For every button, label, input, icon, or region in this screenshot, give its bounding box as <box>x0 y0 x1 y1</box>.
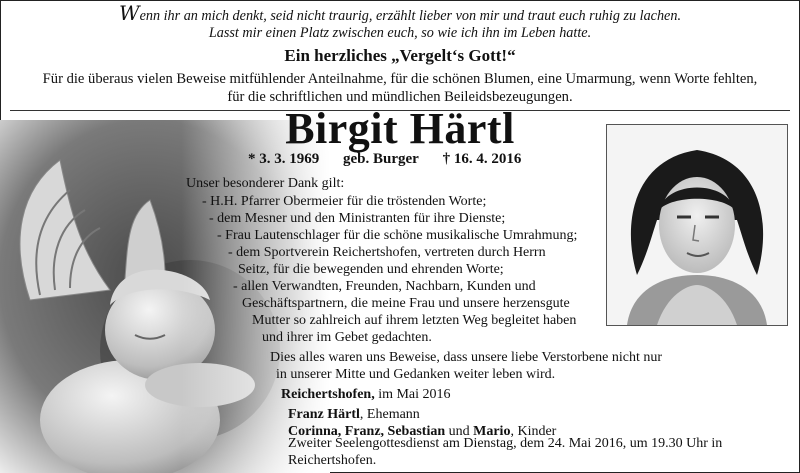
life-dates <box>248 151 541 168</box>
service-line-2: Reichertshofen. <box>288 453 377 468</box>
memorial-quote-line-2: Lasst mir einen Platz zwischen euch, so wie ich ihn im Leben hatte. <box>208 25 592 41</box>
gratitude-line: Mutter so zahlreich auf ihrem letzten Weg begleitet haben <box>252 313 577 328</box>
gratitude-line: - dem Mesner und den Ministranten für ihre Dienste; <box>209 211 506 226</box>
children-names: Corinna, Franz, Sebastian <box>288 424 446 439</box>
gratitude-intro: Unser besonderer Dank gilt: <box>186 176 345 191</box>
children-role: , Kinder <box>510 424 557 439</box>
place-date <box>281 387 451 404</box>
thanks-heading: Ein herzliches „Vergelt‘s Gott!“ <box>284 46 516 65</box>
closing-line-1: Dies alles waren uns Beweise, dass unsere liebe Verstorbene nicht nur <box>270 350 663 365</box>
gratitude-line: - Frau Lautenschlager für die schöne musikalische Umrahmung; <box>217 228 578 243</box>
birth-date: * 3. 3. 1969 <box>248 151 320 167</box>
husband-name: Franz Härtl <box>288 407 360 422</box>
closing-line-2: in unserer Mitte und Gedanken weiter leben wird. <box>276 367 556 382</box>
death-date: † 16. 4. 2016 <box>442 151 522 167</box>
children-and: und <box>445 424 474 439</box>
gratitude-line: Geschäftspartnern, die meine Frau und unsere herzensgute <box>242 296 570 311</box>
child-name: Mario <box>473 424 511 439</box>
thanks-text-line-2: für die schriftlichen und mündlichen Beileidsbezeugungen. <box>227 89 573 105</box>
gratitude-line: Seitz, für die bewegenden und ehrenden Worte; <box>238 262 504 277</box>
place: Reichertshofen, <box>281 387 375 402</box>
thanks-text-line-1: Für die überaus vielen Beweise mitfühlender Anteilnahme, für die schönen Blumen, eine Umarmung, wenn Worte fehlten, <box>42 71 758 87</box>
quote-line-1-text: enn ihr an mich denkt, seid nicht traurig, erzählt lieber von mir und traut euch ruhig zu lachen. <box>139 8 681 24</box>
gratitude-line: - allen Verwandten, Freunden, Nachbarn, Kunden und <box>233 279 536 294</box>
date: im Mai 2016 <box>378 387 451 402</box>
deceased-name: Birgit Härtl <box>285 104 515 153</box>
husband-role: , Ehemann <box>359 407 420 422</box>
service-line-1: Zweiter Seelengottesdienst am Dienstag, dem 24. Mai 2016, um 19.30 Uhr in <box>288 436 723 451</box>
family-husband <box>288 407 420 424</box>
gratitude-line: und ihrer im Gebet gedachten. <box>262 330 432 345</box>
gratitude-line: - dem Sportverein Reichertshofen, vertreten durch Herrn <box>228 245 546 260</box>
memorial-quote-line-1 <box>0 1 800 25</box>
maiden-name: geb. Burger <box>343 151 419 167</box>
quote-initial: W <box>119 1 140 25</box>
portrait-photo <box>606 124 788 326</box>
gratitude-line: - H.H. Pfarrer Obermeier für die tröstenden Worte; <box>202 194 487 209</box>
